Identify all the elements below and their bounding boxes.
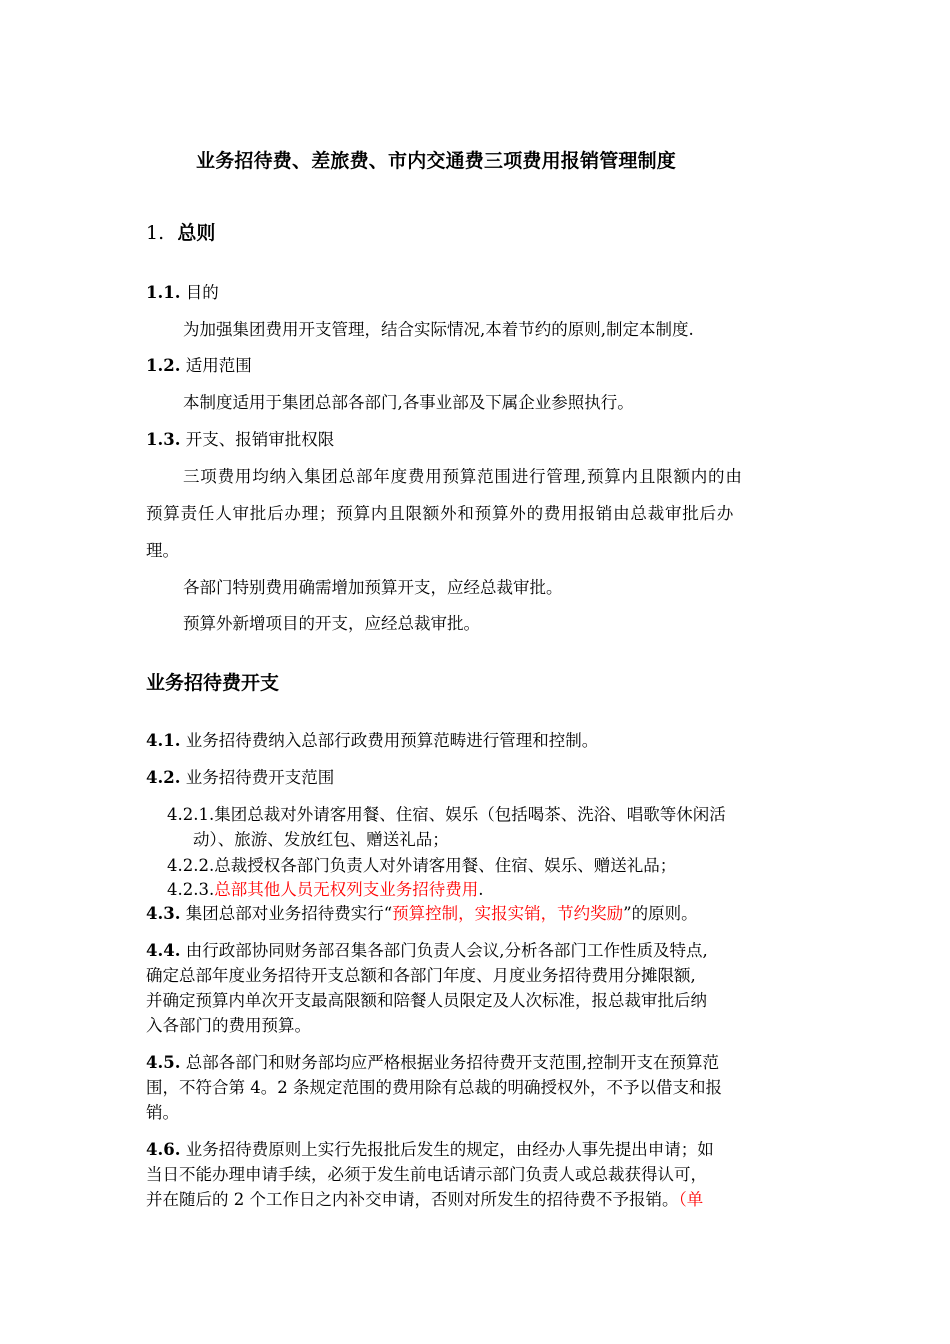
- section-1-3-heading: [146, 430, 334, 450]
- paragraph-line: 预算外新增项目的开支，应经总裁审批。: [183, 614, 480, 633]
- section-body: 并在随后的 2 个工作日之内补交申请，否则对所发生的招待费不予报销。: [146, 1190, 679, 1209]
- section-number: 1.3.: [146, 430, 181, 449]
- section-text-post: ”的原则。: [623, 904, 698, 923]
- highlighted-text: 预算控制，实报实销，节约奖励: [392, 904, 624, 923]
- paragraph-line: 预算责任人审批后办理；预算内且限额外和预算外的费用报销由总裁审批后办: [146, 504, 735, 523]
- section-number: 4.4.: [146, 941, 181, 960]
- section-body: 业务招待费纳入总部行政费用预算范畴进行管理和控制。: [185, 731, 599, 750]
- list-item-number: 4.2.3.: [167, 880, 215, 899]
- section-number: 4.5.: [146, 1053, 181, 1072]
- list-item-text: 集团总裁对外请客用餐、住宿、娱乐（包括喝茶、洗浴、唱歌等休闲活: [214, 805, 726, 824]
- section-4-4-line-2: 确定总部年度业务招待开支总额和各部门年度、月度业务招待费用分摊限额,: [146, 966, 696, 985]
- section-4-4-line-3: 并确定预算内单次开支最高限额和陪餐人员限定及人次标准，报总裁审批后纳: [146, 991, 707, 1010]
- section-1-1-heading: [146, 283, 219, 303]
- page-title: 业务招待费、差旅费、市内交通费三项费用报销管理制度: [196, 150, 677, 172]
- list-item-number: 4.2.2.: [167, 856, 215, 875]
- section-4-6-line-1: [146, 1140, 714, 1160]
- section-4-3: [146, 904, 698, 924]
- paragraph-line: 各部门特别费用确需增加预算开支，应经总裁审批。: [183, 578, 563, 597]
- section-4-4-line-1: [146, 941, 708, 961]
- section-title: 业务招待费开支范围: [185, 768, 335, 787]
- section-4-6-line-3: [146, 1190, 703, 1210]
- chapter-title: 总则: [177, 222, 216, 244]
- list-item-4-2-1: [167, 805, 726, 825]
- section-body: 业务招待费原则上实行先报批后发生的规定，由经办人事先提出申请；如: [185, 1140, 714, 1159]
- section-4-5-line-2: 围，不符合第 4。2 条规定范围的费用除有总裁的明确授权外，不予以借支和报: [146, 1078, 722, 1097]
- section-4-5-line-3: 销。: [146, 1103, 179, 1122]
- section-number: 4.2.: [146, 768, 181, 787]
- list-item-end: .: [478, 880, 484, 899]
- section-4-2-heading: [146, 768, 334, 788]
- section-1-2-heading: [146, 356, 252, 376]
- paragraph-line: 三项费用均纳入集团总部年度费用预算范围进行管理,预算内且限额内的由: [183, 467, 743, 486]
- list-item-4-2-3: [167, 880, 483, 900]
- section-body: 总部各部门和财务部均应严格根据业务招待费开支范围,控制开支在预算范: [185, 1053, 719, 1072]
- section-4-1: [146, 731, 598, 751]
- section-title: 开支、报销审批权限: [185, 430, 335, 449]
- highlighted-text: 总部其他人员无权列支业务招待费用: [214, 880, 479, 899]
- section-title: 目的: [185, 283, 219, 302]
- list-item-4-2-1-cont: 动）、旅游、发放红包、赠送礼品；: [193, 830, 449, 849]
- paragraph-line: 理。: [146, 541, 179, 560]
- section-4-6-line-2: 当日不能办理申请手续，必须于发生前电话请示部门负责人或总裁获得认可，: [146, 1165, 707, 1184]
- section-number: 4.1.: [146, 731, 181, 750]
- section-body: 由行政部协同财务部召集各部门负责人会议,分析各部门工作性质及特点,: [185, 941, 708, 960]
- section-4-5-line-1: [146, 1053, 719, 1073]
- list-item-text: 总裁授权各部门负责人对外请客用餐、住宿、娱乐、赠送礼品；: [214, 856, 677, 875]
- chapter-4-heading: 业务招待费开支: [146, 672, 280, 694]
- highlighted-text: （单: [678, 1190, 704, 1209]
- section-1-1-body: 为加强集团费用开支管理，结合实际情况,本着节约的原则,制定本制度.: [183, 320, 694, 339]
- list-item-4-2-2: [167, 856, 676, 876]
- chapter-number: 1.: [146, 222, 165, 244]
- section-number: 4.3.: [146, 904, 181, 923]
- section-4-4-line-4: 入各部门的费用预算。: [146, 1016, 311, 1035]
- list-item-number: 4.2.1.: [167, 805, 215, 824]
- section-text-pre: 集团总部对业务招待费实行“: [185, 904, 393, 923]
- section-number: 4.6.: [146, 1140, 181, 1159]
- section-number: 1.1.: [146, 283, 181, 302]
- section-number: 1.2.: [146, 356, 181, 375]
- chapter-1-heading: [146, 222, 215, 245]
- section-1-2-body: 本制度适用于集团总部各部门,各事业部及下属企业参照执行。: [183, 393, 634, 412]
- section-title: 适用范围: [185, 356, 252, 375]
